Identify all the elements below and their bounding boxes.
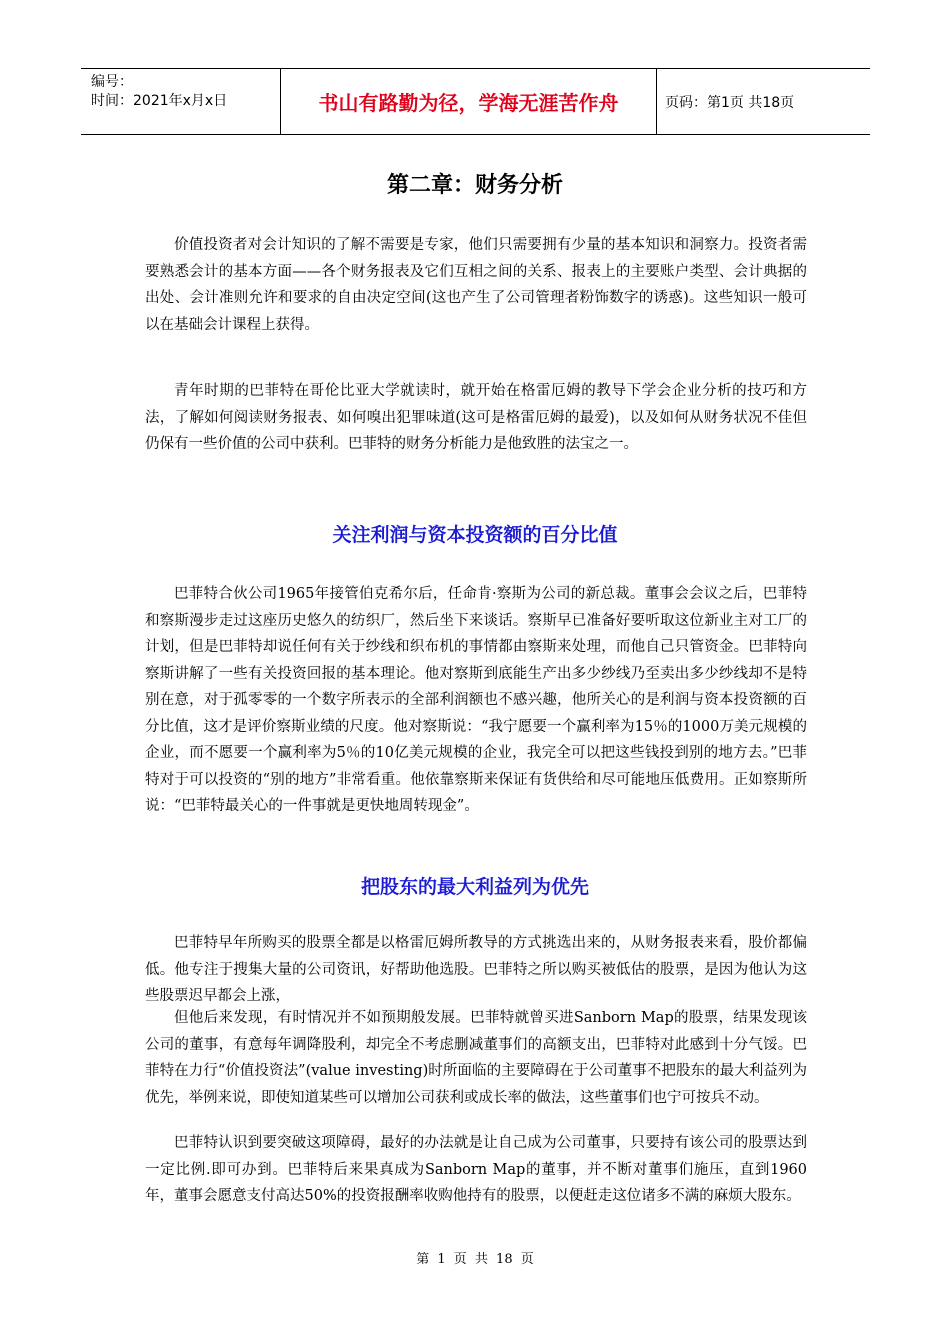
section-title-1: 关注利润与资本投资额的百分比值	[332, 524, 618, 546]
chapter-title: 第二章：财务分析	[386, 173, 563, 198]
paragraph-5: 但他后来发现，有时情况并不如预期般发展。巴菲特就曾买进Sanborn Map的股票，结果发现该公司的董事，有意每年调降股利，却完全不考虑删减董事们的高额支出，巴菲特对此感到十分气馁。巴菲特在力行“价值投资法”(value investing)时所面临的主要障碍在于公司董事不把股东的最大利益列为优先，举例来说，即使知道某些可以增加公司获利或成长率的做法，这些董事们也宁可按兵不动。	[145, 1010, 807, 1106]
section-title-2: 把股东的最大利益列为优先	[360, 876, 589, 898]
header-page-info: 页码：第1页 共18页	[665, 94, 795, 111]
document-number: 编号：	[91, 74, 133, 90]
document-date: 时间：2021年x月x日	[91, 93, 228, 109]
paragraph-6: 巴菲特认识到要突破这项障碍，最好的办法就是让自己成为公司董事，只要持有该公司的股票达到一定比例.即可办到。巴菲特后来果真成为Sanborn Map的董事，并不断对董事们施压，直到1960年，董事会愿意支付高达50%的投资报酬率收购他持有的股票，以便赶走这位诸多不满的麻烦大股东。	[145, 1135, 807, 1204]
paragraph-4: 巴菲特早年所购买的股票全都是以格雷厄姆所教导的方式挑选出来的，从财务报表来看，股价都偏低。他专注于搜集大量的公司资讯，好帮助他选股。巴菲特之所以购买被低估的股票，是因为他认为这些股票迟早都会上涨，	[145, 935, 807, 1004]
paragraph-1: 价值投资者对会计知识的了解不需要是专家，他们只需要拥有少量的基本知识和洞察力。投资者需要熟悉会计的基本方面——各个财务报表及它们互相之间的关系、报表上的主要账户类型、会计典据的出处、会计准则允许和要求的自由决定空间(这也产生了公司管理者粉饰数字的诱惑)。这些知识一般可以在基础会计课程上获得。	[145, 237, 807, 333]
paragraph-2: 青年时期的巴菲特在哥伦比亚大学就读时，就开始在格雷厄姆的教导下学会企业分析的技巧和方法，了解如何阅读财务报表、如何嗅出犯罪味道(这可是格雷厄姆的最爱)，以及如何从财务状况不佳但仍保有一些价值的公司中获利。巴菲特的财务分析能力是他致胜的法宝之一。	[145, 383, 807, 452]
header-motto: 书山有路勤为径，学海无涯苦作舟	[281, 69, 657, 134]
header-meta	[81, 69, 281, 134]
page-footer: 第 1 页 共 18 页	[416, 1252, 534, 1267]
page-header	[81, 68, 870, 135]
paragraph-3: 巴菲特合伙公司1965年接管伯克希尔后，任命肯·察斯为公司的新总裁。董事会会议之后，巴菲特和察斯漫步走过这座历史悠久的纺织厂，然后坐下来谈话。察斯早已准备好要听取这位新业主对工厂的计划，但是巴菲特却说任何有关于纱线和织布机的事情都由察斯来处理，而他自己只管资金。巴菲特向察斯讲解了一些有关投资回报的基本理论。他对察斯到底能生产出多少纱线乃至卖出多少纱线却不是特别在意，对于孤零零的一个数字所表示的全部利润额也不感兴趣，他所关心的是利润与资本投资额的百分比值，这才是评价察斯业绩的尺度。他对察斯说：“我宁愿要一个赢利率为15％的1000万美元规模的企业，而不愿要一个赢利率为5％的10亿美元规模的企业，我完全可以把这些钱投到别的地方去。”巴菲特对于可以投资的“别的地方”非常看重。他依靠察斯来保证有货供给和尽可能地压低费用。正如察斯所说：“巴菲特最关心的一件事就是更快地周转现金”。	[145, 586, 807, 814]
